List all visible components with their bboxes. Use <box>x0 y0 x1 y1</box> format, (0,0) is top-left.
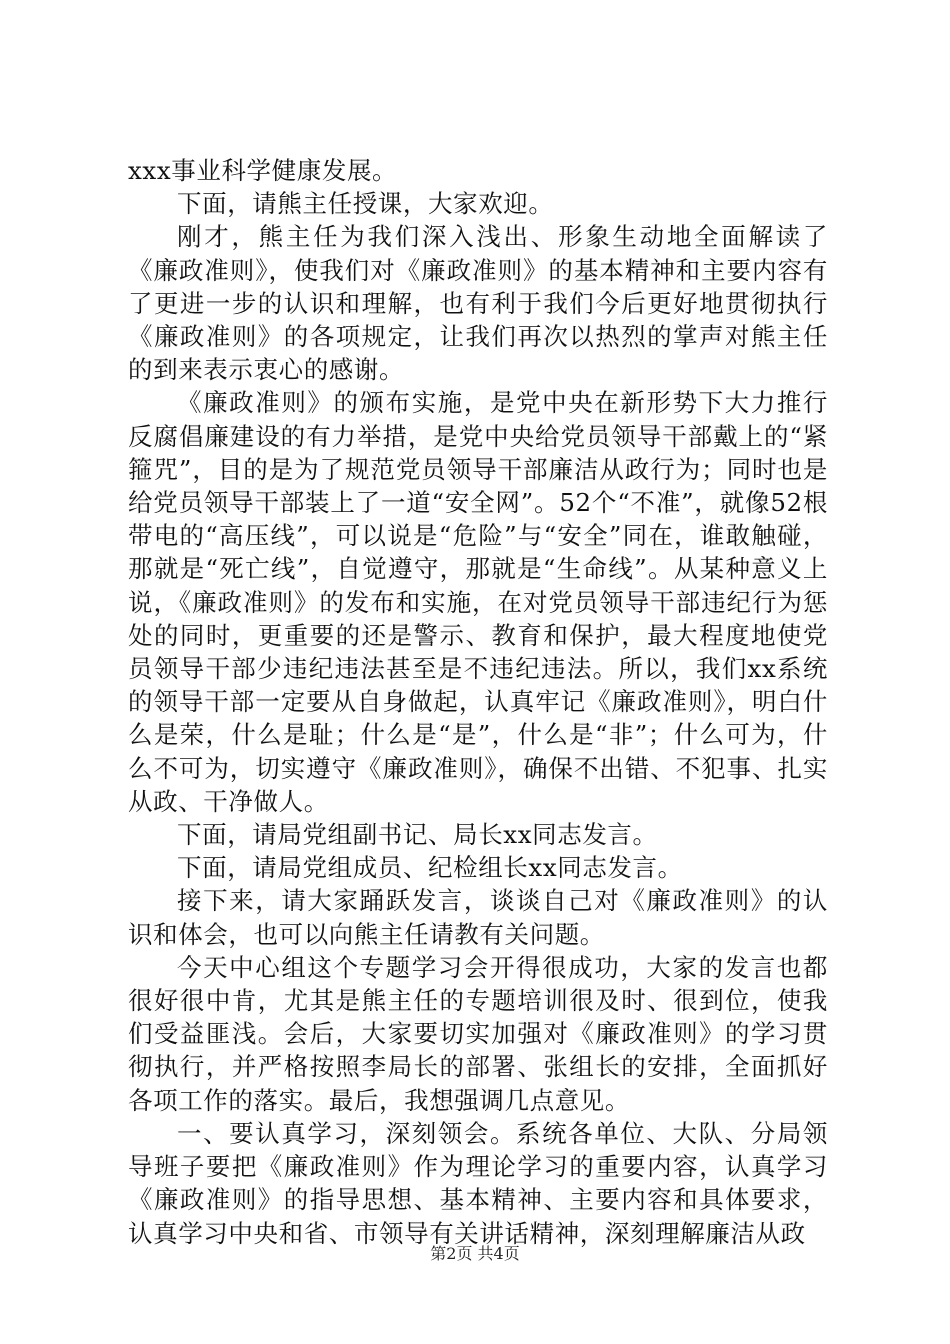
paragraph-discipline-speech: 下面，请局党组成员、纪检组长xx同志发言。 <box>177 853 683 883</box>
paragraph-intro-lecture: 下面，请熊主任授课，大家欢迎。 <box>177 189 554 219</box>
paragraph-regulation-significance: 《廉政准则》的颁布实施，是党中央在新形势下大力推行反腐倡廉建设的有力举措，是党中央给党员领导干部戴上的“紧箍咒”，目的是为了规范党员领导干部廉洁从政行为；同时也是给党员领导干部装上了一道“安全网”。52个“不准”，就像52根带电的“高压线”，可以说是“危险”与“安全”同在，谁敢触碰，那就是“死亡线”，自觉遵守，那就是“生命线”。从某种意义上说，《廉政准则》的发布和实施，在对党员领导干部违纪行为惩处的同时，更重要的还是警示、教育和保护，最大程度地使党员领导干部少违纪违法甚至是不违纪违法。所以，我们xx系统的领导干部一定要从自身做起，认真牢记《廉政准则》，明白什么是荣，什么是耻；什么是“是”，什么是“非”；什么可为，什么不可为，切实遵守《廉政准则》，确保不出错、不犯事、扎实从政、干净做人。 <box>128 388 828 816</box>
paragraph-director-speech: 下面，请局党组副书记、局长xx同志发言。 <box>177 820 658 850</box>
paragraph-point-one: 一、要认真学习，深刻领会。系统各单位、大队、分局领导班子要把《廉政准则》作为理论学习的重要内容，认真学习《廉政准则》的指导思想、基本精神、主要内容和具体要求，认真学习中央和省、市领导有关讲话精神，深刻理解廉洁从政 <box>128 1118 828 1248</box>
document-body <box>128 154 828 1250</box>
paragraph-thanks: 刚才，熊主任为我们深入浅出、形象生动地全面解读了《廉政准则》，使我们对《廉政准则》的基本精神和主要内容有了更进一步的认识和理解，也有利于我们今后更好地贯彻执行《廉政准则》的各项规定，让我们再次以热烈的掌声对熊主任的到来表示衷心的感谢。 <box>128 222 828 385</box>
page-number-footer: 第2页 共4页 <box>430 1244 520 1263</box>
paragraph-open-discussion: 接下来，请大家踊跃发言，谈谈自己对《廉政准则》的认识和体会，也可以向熊主任请教有关问题。 <box>128 886 828 949</box>
paragraph-summary: 今天中心组这个专题学习会开得很成功，大家的发言也都很好很中肯，尤其是熊主任的专题培训很及时、很到位，使我们受益匪浅。会后，大家要切实加强对《廉政准则》的学习贯彻执行，并严格按照李局长的部署、张组长的安排，全面抓好各项工作的落实。最后，我想强调几点意见。 <box>128 952 828 1115</box>
paragraph-continuation: xxx事业科学健康发展。 <box>128 156 398 185</box>
